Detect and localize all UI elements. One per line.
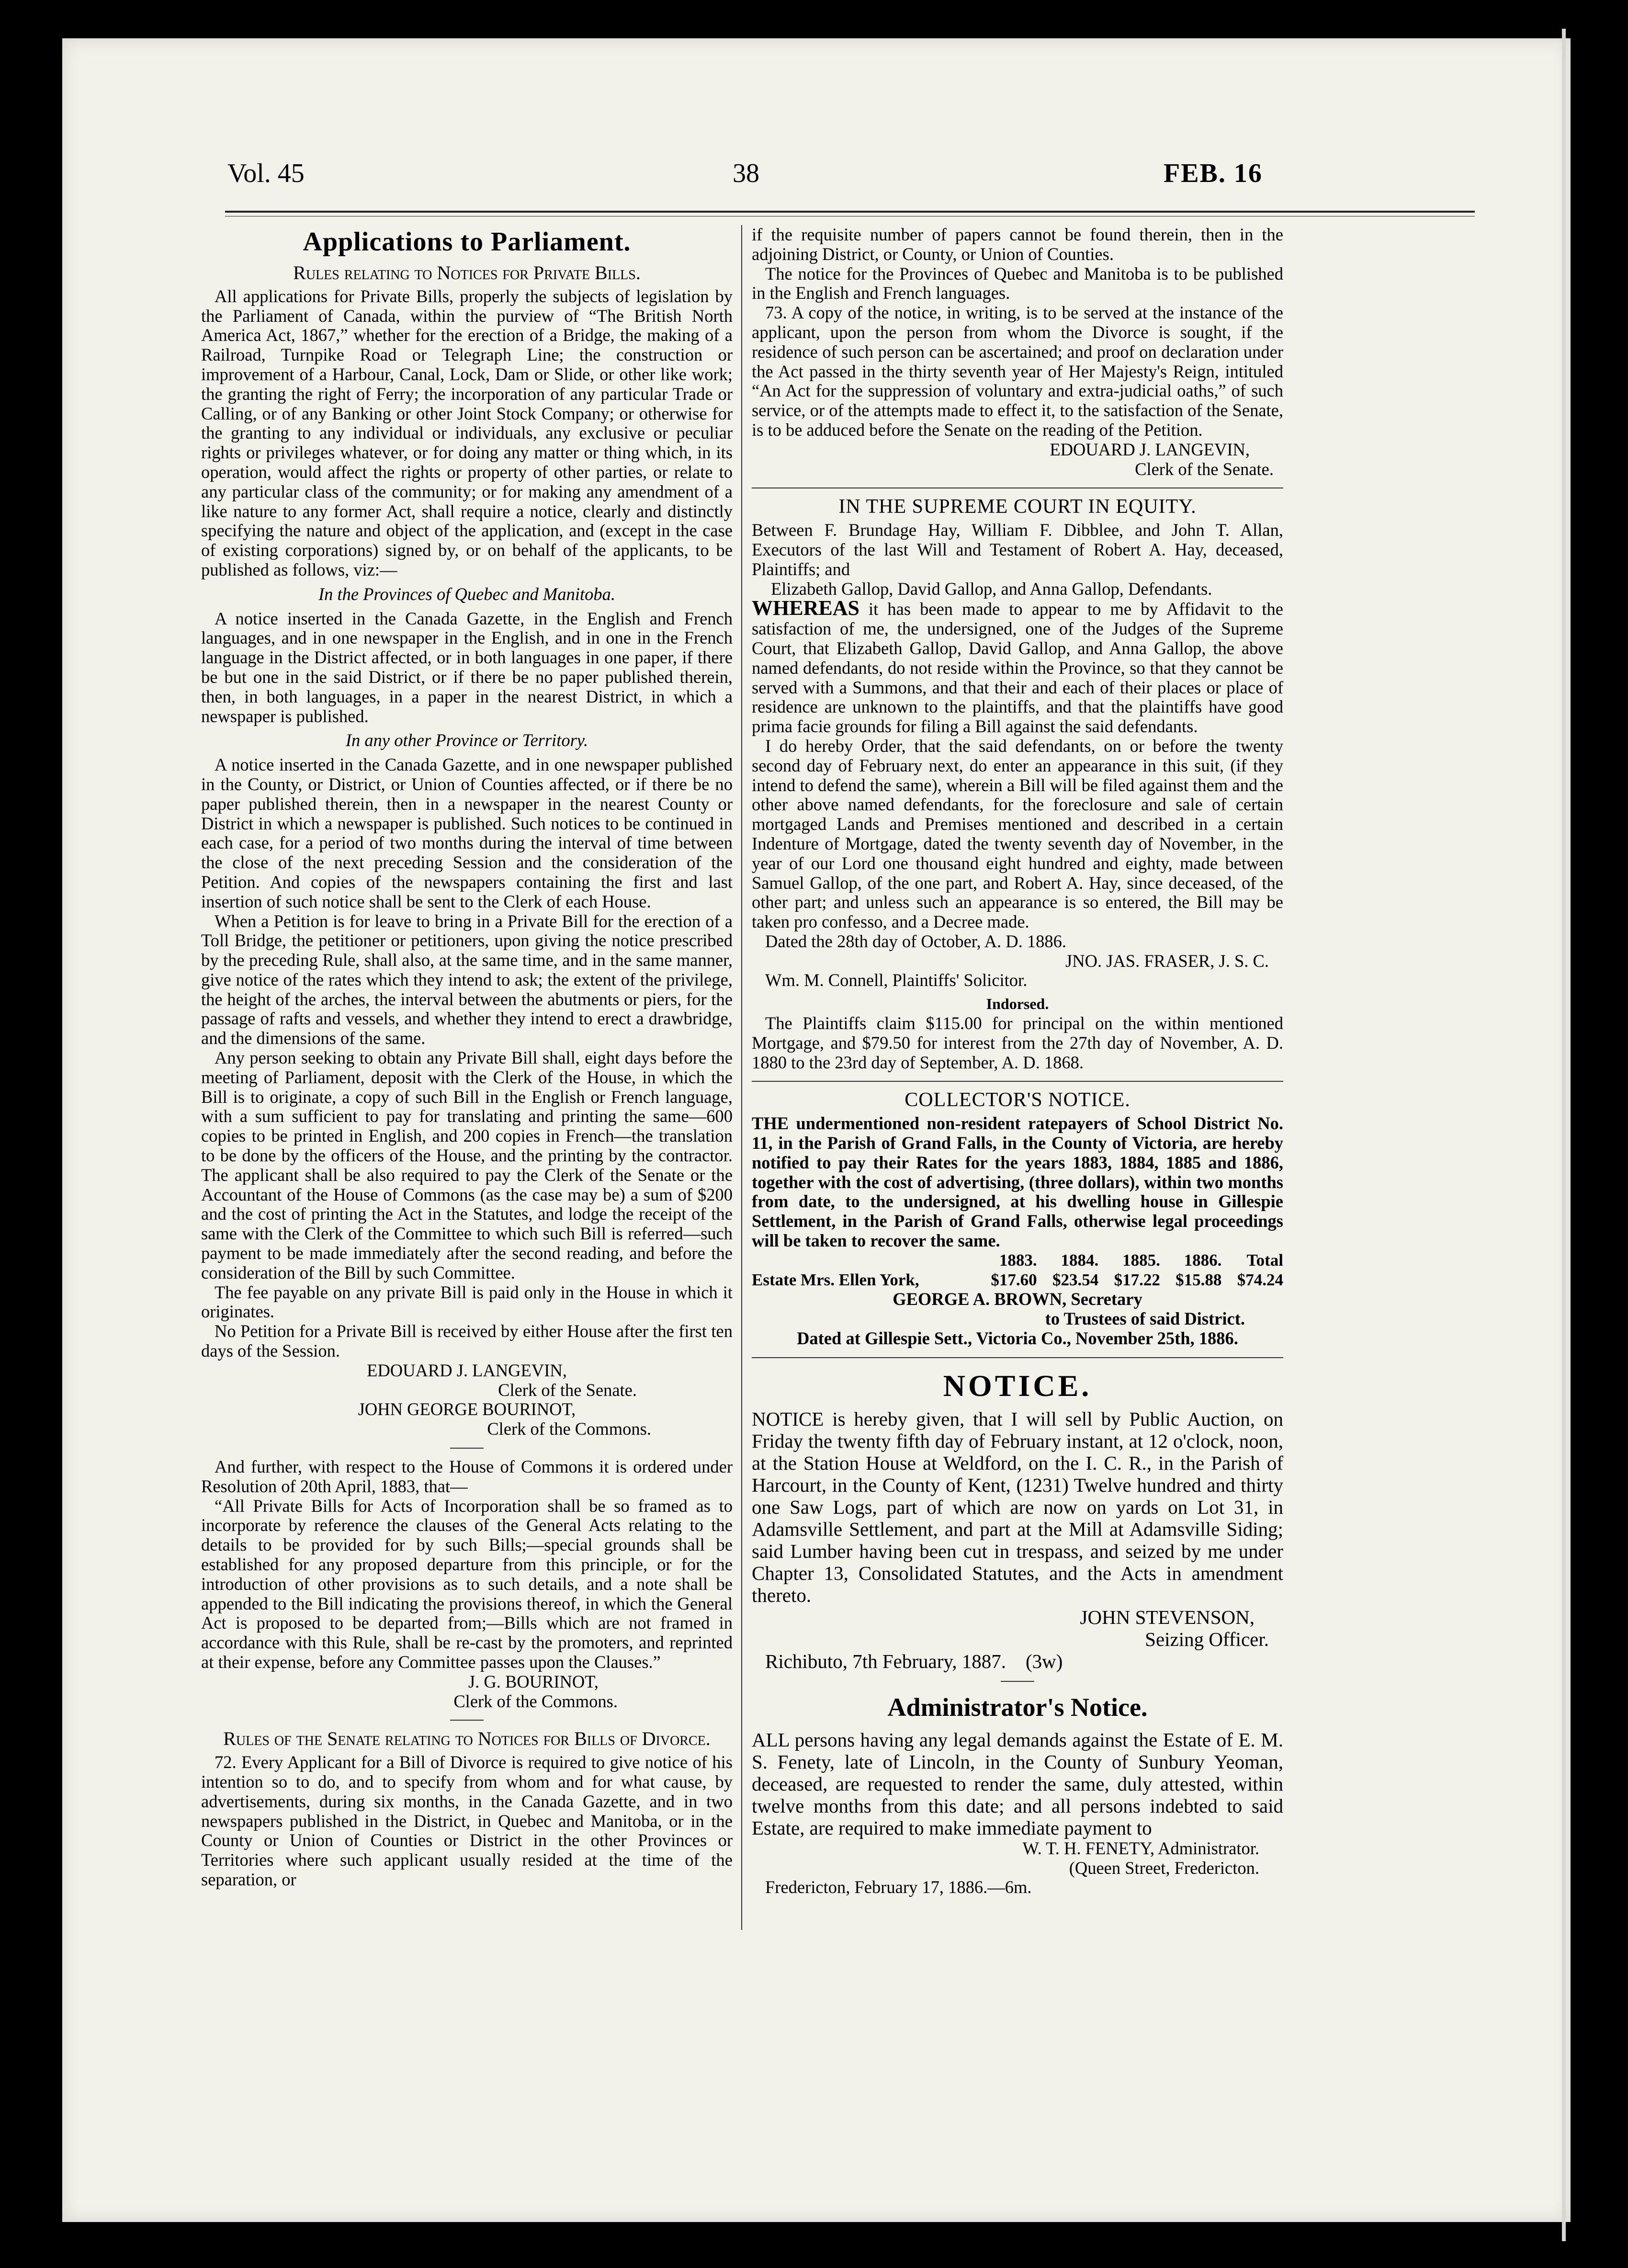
indorsed-text: The Plaintiffs claim $115.00 for principal on the within mentioned Mortgage, and $79.50 for interest from the 27th day of November, A. D. 1880 to the 23rd day of September, A. D. 1868. — [752, 1013, 1283, 1072]
rates-cell: $23.54 — [1052, 1270, 1099, 1289]
auction-notice-text: NOTICE is hereby given, that I will sell by Public Auction, on Friday the twenty fifth day of February instant, at 12 o'clock, noon, at the Station House at Weldford, on the I. C. R., in the Parish of Harcourt, in the County of Kent, (1231) Twelve hundred and thirty one Saw Logs, part of which are now on yards on Lot 31, in Adamsville Settlement, and part at the Mill at Adamsville Siding; said Lumber having been cut in trespass, and seized by me under Chapter 13, Consolidated Statutes, and the Acts in amendment thereto. — [752, 1407, 1283, 1606]
toll-bridge-paragraph: When a Petition is for leave to bring in a Private Bill for the erection of a Toll Bridge, the petitioner or petitioners, upon giving the notice prescribed by the preceding Rule, shall also, at the same time, and in the same manner, give notice of the rates which they intend to ask; the extent of the privilege, the height of the arches, the interval between the abutments or piers, for the passage of rafts and vessels, and whether they intend to erect a drawbridge, and the dimensions of the same. — [201, 911, 733, 1048]
rates-header-cell: 1885. — [1122, 1250, 1160, 1270]
administrator-notice-text: ALL persons having any legal demands against the Estate of E. M. S. Fenety, late of Lincoln, in the County of Sunbury Yeoman, deceased, are requested to render the same, duly attested, within twelve months from this date; and all persons indebted to said Estate, are required to make immediate payment to — [752, 1728, 1283, 1839]
administrator-dated: Fredericton, February 17, 1886.—6m. — [765, 1877, 1032, 1897]
right-column — [752, 225, 1283, 1897]
applications-title: Applications to Parliament. — [303, 227, 631, 257]
rates-header-row — [752, 1251, 1283, 1270]
incorporation-quote: “All Private Bills for Acts of Incorporation shall be so framed as to incorporate by reference the clauses of the General Acts relating to the details to be provided for by such Bills;—special grounds shall be established for any proposed departure from this principle, or for the introduction of other provisions as to such details, and a note shall be appended to the Bill indicating the provisions thereof, in which the General Act is proposed to be departed from;—Bills which are not framed in accordance with this Rule, shall be re-cast by the promoters, and reprinted at their expense, before any Committee passes upon the Clauses.” — [201, 1496, 733, 1672]
rates-header-cell — [752, 1251, 975, 1270]
rates-row — [752, 1270, 1283, 1290]
court-plaintiffs: Between F. Brundage Hay, William F. Dibblee, and John T. Allan, Executors of the last Will and Testament of Robert A. Hay, deceased, Plaintiffs; and — [752, 520, 1283, 579]
section-rule — [752, 1081, 1283, 1082]
divorce-rule-72: 72. Every Applicant for a Bill of Divorce is required to give notice of his intention so to do, and to specify from whom and for what cause, by advertisements, during six months, in the Canada Gazette, and in two newspapers published in the District, in Quebec and Manitoba, or in the County or Union of Counties or District in the other Provinces or Territories where such applicant usually resided at the time of the separation, or — [201, 1752, 733, 1889]
notice-heading: NOTICE. — [943, 1368, 1092, 1403]
resolution-paragraph: And further, with respect to the House of Commons it is ordered under Resolution of 20th April, 1883, that— — [201, 1457, 733, 1496]
signature-langevin: EDOUARD J. LANGEVIN, — [367, 1360, 567, 1380]
administrator-heading: Administrator's Notice. — [887, 1692, 1148, 1722]
collector-text: THE undermentioned non-resident ratepayers of School District No. 11, in the Parish of Grand Falls, in the County of Victoria, are hereby notified to pay their Rates for the years 1883, 1884, 1885 and 1886, together with the cost of advertising, (three dollars), within two months from date, to the undersigned, at his dwelling house in Gillespie Settlement, in the Parish of Grand Falls, otherwise legal proceedings will be taken to recover the same. — [752, 1113, 1283, 1251]
court-whereas-paragraph: it has been made to appear to me by Affidavit to the satisfaction of me, the undersigned, one of the Judges of the Supreme Court, that Elizabeth Gallop, David Gallop, and Anna Gallop, the above named defendants, do not reside within the Province, so that they cannot be served with a Summons, and that their and each of their places or place of residence are unknown to the plaintiffs, and that the plaintiffs have good prima facie grounds for filing a Bill against the said defendants. — [752, 599, 1283, 737]
signature-langevin-right: EDOUARD J. LANGEVIN, — [1050, 439, 1250, 459]
quebec-paragraph: A notice inserted in the Canada Gazette, in the English and French languages, and in one newspaper in the English, and in one in the French language in the District affected, or in both languages in one paper, if there be but one in the said District, or if there be no paper published therein, then, in both languages, in a paper in the nearest District, in which a newspaper is published. — [201, 608, 733, 726]
signature-jg-bourinot: J. G. BOURINOT, — [468, 1671, 599, 1691]
rates-cell: $17.22 — [1114, 1270, 1160, 1289]
signature-bourinot-title: Clerk of the Commons. — [487, 1419, 651, 1439]
rates-header-cell: 1886. — [1184, 1250, 1222, 1270]
indorsed-heading: Indorsed. — [986, 995, 1049, 1013]
collector-dated: Dated at Gillespie Sett., Victoria Co., November 25th, 1886. — [797, 1328, 1238, 1349]
court-dated: Dated the 28th day of October, A. D. 1886. — [765, 931, 1067, 951]
divorce-languages: The notice for the Provinces of Quebec and Manitoba is to be published in the English and French languages. — [752, 263, 1283, 303]
court-judge-signature: JNO. JAS. FRASER, J. S. C. — [1065, 951, 1269, 971]
rates-header-cell: 1883. — [999, 1250, 1037, 1270]
collector-signature-title: to Trustees of said District. — [1045, 1309, 1245, 1329]
collector-signature: GEORGE A. BROWN, Secretary — [893, 1289, 1142, 1309]
divorce-continued: if the requisite number of papers cannot be found therein, then in the adjoining District, or County, or Union of Counties. — [752, 225, 1283, 264]
column-divider — [741, 225, 742, 1930]
petition-paragraph: No Petition for a Private Bill is received by either House after the first ten days of the Session. — [201, 1321, 733, 1361]
administrator-signature: W. T. H. FENETY, Administrator. — [1022, 1838, 1259, 1858]
signature-jg-bourinot-title: Clerk of the Commons. — [453, 1691, 618, 1711]
rates-cell: $74.24 — [1237, 1270, 1283, 1289]
short-rule — [1001, 1681, 1034, 1682]
signature-bourinot: JOHN GEORGE BOURINOT, — [358, 1399, 576, 1419]
rates-header-cell: Total — [1246, 1250, 1283, 1270]
page-edge — [1562, 29, 1566, 2241]
senate-divorce-heading: Rules of the Senate relating to Notices for Bills of Divorce. — [223, 1728, 711, 1750]
other-province-subhead: In any other Province or Territory. — [345, 730, 588, 750]
volume-label: Vol. 45 — [227, 159, 305, 188]
issue-date: FEB. 16 — [1164, 159, 1263, 188]
signature-langevin-right-title: Clerk of the Senate. — [1135, 459, 1274, 479]
header-rule — [225, 211, 1475, 216]
court-heading: IN THE SUPREME COURT IN EQUITY. — [838, 496, 1197, 518]
page-number: 38 — [733, 159, 759, 188]
divorce-rule-73: 73. A copy of the notice, in writing, is to be served at the instance of the applicant, upon the person from whom the Divorce is sought, if the residence of such person can be ascertained; and proof on declaration under the Act passed in the thirty seventh year of Her Majesty's Reign, intituled “An Act for the suppression of voluntary and extra-judicial oaths,” of such service, or of the attempts made to effect it, to the satisfaction of the Senate, is to be adduced before the Senate on the reading of the Petition. — [752, 303, 1283, 440]
deposit-paragraph: Any person seeking to obtain any Private Bill shall, eight days before the meeting of Parliament, deposit with the Clerk of the House, in which the Bill is to originate, a copy of such Bill in the English or French language, with a sum sufficient to pay for translating and printing the same—600 copies to be printed in English, and 200 copies in French—the translation to be done by the officers of the House, and the printing by the contractor. The applicant shall be also required to pay the Clerk of the Senate or the Accountant of the House of Commons (as the case may be) a sum of $200 and the cost of printing the Act in the Statutes, and lodge the receipt of the same with the Clerk of the Committee to which such Bill is referred—such payment to be made immediately after the second reading, and before the consideration of the Bill by such Committee. — [201, 1048, 733, 1282]
quebec-manitoba-subhead: In the Provinces of Quebec and Manitoba. — [318, 584, 615, 604]
notice-signature-title: Seizing Officer. — [1145, 1628, 1269, 1650]
rules-heading: Rules relating to Notices for Private Bills. — [293, 262, 641, 284]
collector-heading: COLLECTOR'S NOTICE. — [904, 1089, 1131, 1111]
signature-langevin-title: Clerk of the Senate. — [498, 1380, 637, 1400]
notice-dated: Richibuto, 7th February, 1887. (3w) — [765, 1650, 1063, 1672]
left-column — [201, 225, 733, 1890]
notice-signature: JOHN STEVENSON, — [1080, 1606, 1255, 1628]
rates-header-cell: 1884. — [1061, 1250, 1099, 1270]
fee-paragraph: The fee payable on any private Bill is paid only in the House in which it originates. — [201, 1282, 733, 1322]
rates-cell: $15.88 — [1176, 1270, 1222, 1289]
rates-table — [752, 1251, 1283, 1290]
whereas-lead: WHEREAS — [752, 596, 859, 620]
short-rule — [450, 1720, 484, 1721]
short-rule — [450, 1448, 484, 1449]
other-province-paragraph: A notice inserted in the Canada Gazette, and in one newspaper published in the County, or District, or Union of Counties affected, or if there be no paper published therein, then in a newspaper in the nearest County or District in which a newspaper is published. Such notices to be continued in each case, for a period of two months during the interval of time between the close of the next preceding Session and the consideration of the Petition. And copies of the newspapers containing the first and last insertion of such notice shall be sent to the Clerk of each House. — [201, 755, 733, 911]
rates-cell: Estate Mrs. Ellen York, — [752, 1270, 919, 1289]
rates-cell: $17.60 — [991, 1270, 1037, 1289]
rules-paragraph: All applications for Private Bills, properly the subjects of legislation by the Parliament of Canada, within the purview of “The British North America Act, 1867,” whether for the erection of a Bridge, the making of a Railroad, Turnpike Road or Telegraph Line; the construction or improvement of a Harbour, Canal, Lock, Dam or Slide, or other like work; the granting the right of Ferry; the incorporation of any particular Trade or Calling, or of any Banking or other Joint Stock Company; or otherwise for the granting to any individual or individuals, any exclusive or peculiar rights or privileges whatever, or for doing any matter or thing which, in its operation, would affect the rights or property of other parties, or relate to any particular class of the community; or for making any amendment of a like nature to any former Act, shall require a notice, clearly and distinctly specifying the nature and object of the application, and (except in the case of existing corporations) signed by, or on behalf of the applicants, to be published as follows, viz:— — [201, 286, 733, 579]
section-rule — [752, 1357, 1283, 1358]
administrator-address: (Queen Street, Fredericton. — [1069, 1858, 1259, 1878]
court-defendants: Elizabeth Gallop, David Gallop, and Anna Gallop, Defendants. — [771, 578, 1212, 599]
court-solicitor: Wm. M. Connell, Plaintiffs' Solicitor. — [765, 970, 1028, 990]
court-order-paragraph: I do hereby Order, that the said defendants, on or before the twenty second day of February next, do enter an appearance in this suit, (if they intend to defend the same), wherein a Bill will be filed against them and the other above named defendants, for the foreclosure and sale of certain mortgaged Lands and Premises mentioned and described in a certain Indenture of Mortgage, dated the twenty seventh day of November, in the year of our Lord one thousand eight hundred and eighty, made between Samuel Gallop, of the one part, and Robert A. Hay, since deceased, of the other part; and unless such an appearance is so entered, the Bill may be taken pro confesso, and a Decree made. — [752, 736, 1283, 932]
